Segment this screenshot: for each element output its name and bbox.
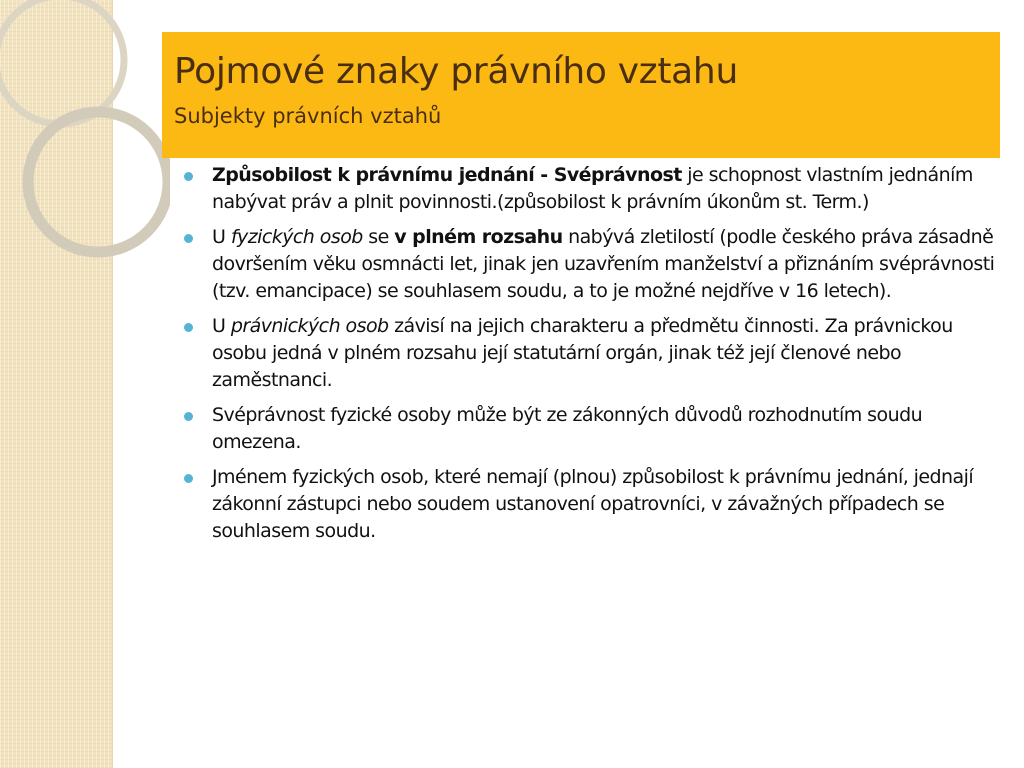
bullet-text: závisí na jejich charakteru a předmětu činnosti. Za právnickou osobu jedná v plném rozsahu její statutární orgán, jinak též její členové nebo zaměstnanci. — [212, 315, 953, 391]
bullet-dot-icon — [184, 323, 193, 332]
bullet-item-natural-persons — [178, 224, 1000, 305]
slide-title: Pojmové znaky právního vztahu — [174, 51, 738, 92]
bullet-text: je schopnost vlastním jednáním nabývat práv a plnit povinnosti.(způsobilost k právním úkonům st. Term.) — [212, 164, 973, 213]
decorative-rings — [0, 0, 170, 260]
bullet-text: se — [362, 226, 395, 248]
bullet-text: Jménem fyzických osob, které nemají (plnou) způsobilost k právnímu jednání, jednají zákonní zástupci nebo soudem ustanovení opatrovníci, v závažných případech se souhlasem soudu. — [212, 466, 974, 542]
bullet-text: U — [212, 315, 231, 337]
bullet-list — [178, 162, 1000, 545]
bullet-bold-lead: Způsobilost k právnímu jednání - Svéprávnost — [212, 164, 682, 186]
title-bar — [162, 32, 1000, 158]
bullet-item-capacity — [178, 162, 1000, 216]
bullet-dot-icon — [184, 234, 193, 243]
bullet-italic-term: fyzických osob — [230, 226, 363, 248]
bullet-text: U — [212, 226, 231, 248]
bullet-text: Svéprávnost fyzické osoby může být ze zákonných důvodů rozhodnutím soudu omezena. — [212, 404, 923, 453]
bullet-text: nabývá zletilostí (podle českého práva zásadně dovršením věku osmnácti let, jinak jen uzavřením manželství a přiznáním svéprávnosti (tzv. emancipace) se souhlasem soudu, a to je možné nejdříve v 16 letech). — [212, 226, 995, 302]
bullet-item-legal-persons — [178, 313, 1000, 394]
bullet-item-restriction — [178, 402, 1000, 456]
decorative-ring-bottom — [28, 112, 168, 252]
decorative-ring-top — [0, 0, 124, 124]
bullet-dot-icon — [184, 474, 193, 483]
content-area — [178, 162, 1000, 553]
bullet-dot-icon — [184, 172, 193, 181]
bullet-italic-term: právnických osob — [230, 315, 389, 337]
bullet-dot-icon — [184, 412, 193, 421]
bullet-item-representation — [178, 464, 1000, 545]
slide-subtitle: Subjekty právních vztahů — [174, 104, 442, 128]
bullet-bold-term: v plném rozsahu — [394, 226, 563, 248]
